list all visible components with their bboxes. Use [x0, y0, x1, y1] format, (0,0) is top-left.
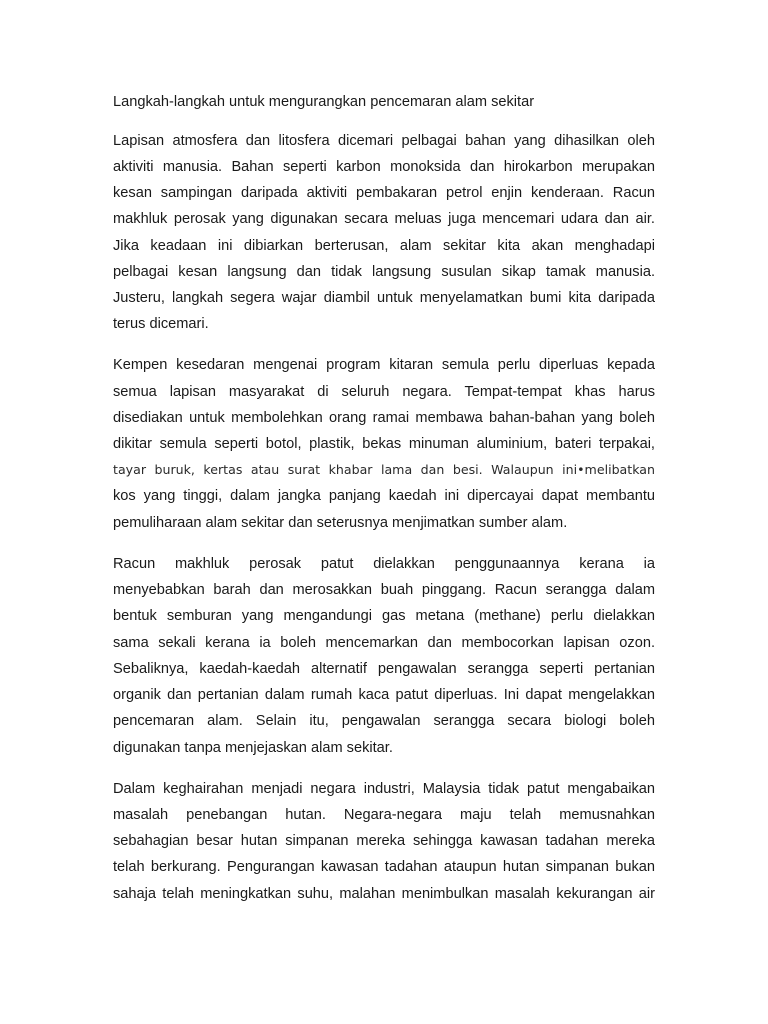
paragraph-line: Racun makhluk perosak patut dielakkan penggunaannya kerana ia [113, 556, 655, 572]
paragraph-line: terus dicemari. [113, 316, 209, 332]
paragraph-line: Jika keadaan ini dibiarkan berterusan, alam sekitar kita akan menghadapi [113, 238, 655, 254]
paragraph-line: masalah penebangan hutan. Negara-negara maju telah memusnahkan [113, 807, 655, 823]
document-title: Langkah-langkah untuk mengurangkan pencemaran alam sekitar [113, 94, 535, 110]
paragraph-line: sahaja telah meningkatkan suhu, malahan menimbulkan masalah kekurangan air [113, 886, 655, 902]
paragraph-line: Justeru, langkah segera wajar diambil untuk menyelamatkan bumi kita daripada [113, 290, 655, 306]
paragraph-line: disediakan untuk membolehkan orang ramai membawa bahan-bahan yang boleh [113, 410, 655, 426]
paragraph-line: tayar buruk, kertas atau surat khabar lama dan besi. Walaupun ini•melibatkan [113, 462, 655, 477]
paragraph-line: digunakan tanpa menjejaskan alam sekitar. [113, 740, 393, 756]
paragraph-line: telah berkurang. Pengurangan kawasan tadahan ataupun hutan simpanan bukan [113, 859, 655, 875]
paragraph-line: Sebaliknya, kaedah-kaedah alternatif pengawalan serangga seperti pertanian [113, 661, 655, 677]
paragraph-line: aktiviti manusia. Bahan seperti karbon monoksida dan hirokarbon merupakan [113, 159, 655, 175]
paragraph-line: organik dan pertanian dalam rumah kaca patut diperluas. Ini dapat mengelakkan [113, 687, 655, 703]
paragraph-line: pelbagai kesan langsung dan tidak langsung susulan sikap tamak manusia. [113, 264, 655, 280]
paragraph-line: Lapisan atmosfera dan litosfera dicemari pelbagai bahan yang dihasilkan oleh [113, 133, 655, 149]
paragraph-line: pemuliharaan alam sekitar dan seterusnya menjimatkan sumber alam. [113, 515, 568, 531]
paragraph-line: sebahagian besar hutan simpanan mereka sehingga kawasan tadahan mereka [113, 833, 655, 849]
paragraph-line: kesan sampingan daripada aktiviti pembakaran petrol enjin kenderaan. Racun [113, 185, 655, 201]
paragraph-line: menyebabkan barah dan merosakkan buah pinggang. Racun serangga dalam [113, 582, 655, 598]
paragraph-line: Kempen kesedaran mengenai program kitaran semula perlu diperluas kepada [113, 357, 655, 373]
paragraph-line: kos yang tinggi, dalam jangka panjang kaedah ini dipercayai dapat membantu [113, 488, 655, 504]
paragraph-line: bentuk semburan yang mengandungi gas metana (methane) perlu dielakkan [113, 608, 655, 624]
paragraph-line: Dalam keghairahan menjadi negara industri, Malaysia tidak patut mengabaikan [113, 781, 655, 797]
paragraph-line: sama sekali kerana ia boleh mencemarkan dan membocorkan lapisan ozon. [113, 635, 655, 651]
paragraph-line: pencemaran alam. Selain itu, pengawalan serangga secara biologi boleh [113, 713, 655, 729]
paragraph-line: dikitar semula seperti botol, plastik, bekas minuman aluminium, bateri terpakai, [113, 436, 655, 452]
paragraph-line: semua lapisan masyarakat di seluruh negara. Tempat-tempat khas harus [113, 384, 655, 400]
paragraph-line: makhluk perosak yang digunakan secara meluas juga mencemari udara dan air. [113, 211, 655, 227]
